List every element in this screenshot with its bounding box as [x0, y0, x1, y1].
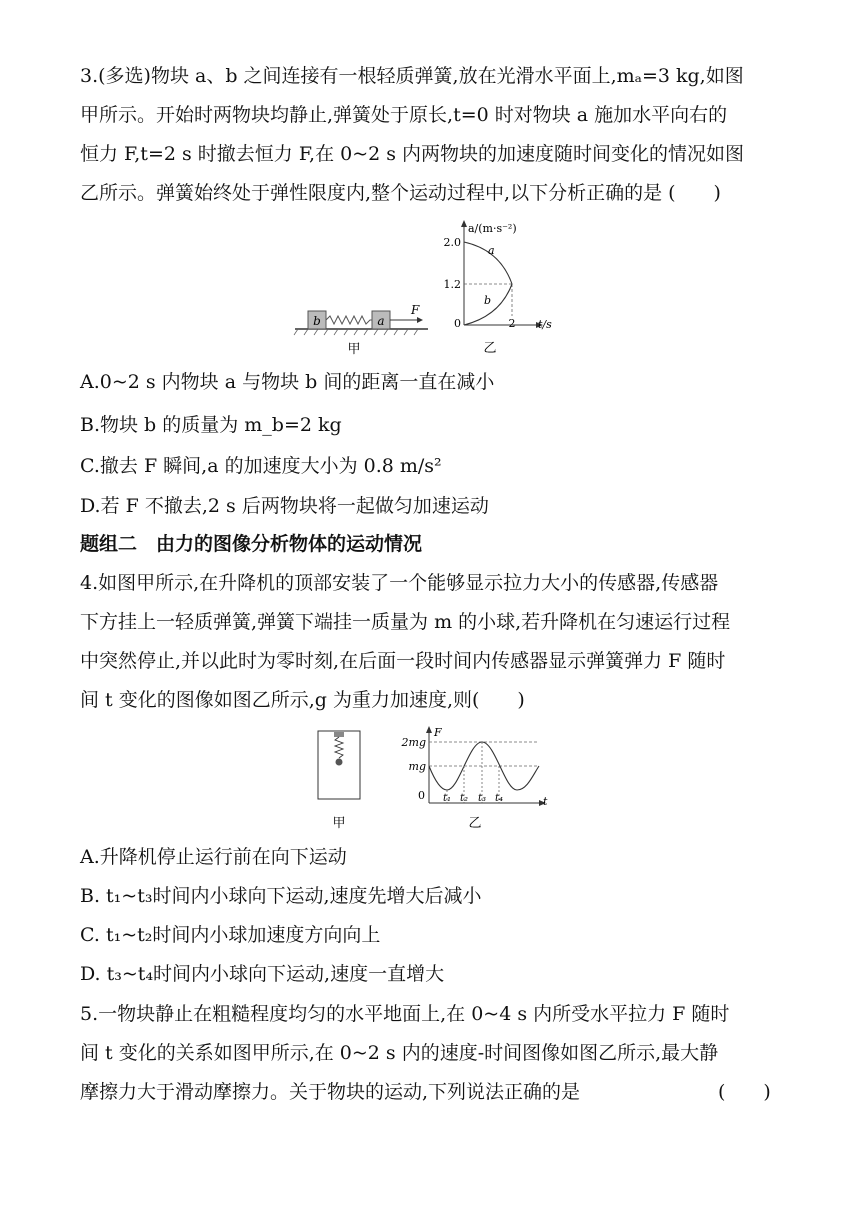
q3-option-a: A.0~2 s 内物块 a 与物块 b 间的距离一直在减小: [80, 371, 495, 393]
q4-tick-mg: mg: [408, 760, 426, 773]
q3-option-b: B.物块 b 的质量为 m_b=2 kg: [80, 414, 342, 436]
q4-tick-t1: t₁: [442, 793, 452, 804]
q3-fig-yi-caption: 乙: [483, 341, 497, 356]
q4-option-c: C. t₁~t₂时间内小球加速度方向向上: [80, 924, 381, 946]
spring: [326, 316, 372, 324]
q3-fig-jia-caption: 甲: [347, 342, 361, 357]
q4-option-b: B. t₁~t₃时间内小球向下运动,速度先增大后减小: [80, 885, 482, 907]
q4-tick-t4: t₄: [494, 793, 504, 804]
q3-option-c: C.撤去 F 瞬间,a 的加速度大小为 0.8 m/s²: [80, 455, 442, 477]
q4-origin: 0: [418, 789, 425, 802]
q3-line-3: 恒力 F,t=2 s 时撤去恒力 F,在 0~2 s 内两物块的加速度随时间变化的情况如图: [80, 143, 745, 165]
force-label: F: [411, 303, 420, 317]
q4-line-3: 中突然停止,并以此时为零时刻,在后面一段时间内传感器显示弹簧弹力 F 随时: [80, 650, 726, 672]
q4-axis-x-label: t: [543, 795, 548, 808]
q4-axis-y-label: F: [434, 726, 442, 739]
q4-option-a: A.升降机停止运行前在向下运动: [80, 846, 347, 868]
q4-line-4: 间 t 变化的图像如图乙所示,g 为重力加速度,则( ): [80, 689, 525, 711]
q3-tick-x2: 2: [508, 317, 516, 330]
q4-tick-t3: t₃: [477, 793, 487, 804]
q4-option-d: D. t₃~t₄时间内小球向下运动,速度一直增大: [80, 963, 445, 985]
q3-tick-2-0: 2.0: [443, 236, 461, 249]
q3-figure-jia: [290, 295, 440, 360]
q4-tick-t2: t₂: [459, 793, 469, 804]
q4-fig-yi-caption: 乙: [468, 816, 482, 831]
q4-figure-yi: [395, 725, 555, 835]
q4-tick-2mg: 2mg: [401, 736, 426, 749]
q5-line-3: 摩擦力大于滑动摩擦力。关于物块的运动,下列说法正确的是: [80, 1081, 581, 1103]
q4-line-2: 下方挂上一轻质弹簧,弹簧下端挂一质量为 m 的小球,若升降机在匀速运行过程: [80, 611, 731, 633]
q3-tick-origin: 0: [454, 317, 461, 330]
block-b-label: b: [313, 314, 321, 328]
q5-line-1: 5.一物块静止在粗糙程度均匀的水平地面上,在 0~4 s 内所受水平拉力 F 随时: [80, 1003, 730, 1025]
q3-option-d: D.若 F 不撤去,2 s 后两物块将一起做匀加速运动: [80, 495, 489, 517]
q3-line-4: 乙所示。弹簧始终处于弹性限度内,整个运动过程中,以下分析正确的是 ( ): [80, 182, 721, 204]
q3-line-1: 3.(多选)物块 a、b 之间连接有一根轻质弹簧,放在光滑水平面上,mₐ=3 kg,如图: [80, 65, 744, 87]
q3-tick-1-2: 1.2: [443, 278, 461, 291]
q3-axis-x-label: t/s: [538, 318, 552, 331]
sensor: [334, 732, 344, 737]
block-a-label: a: [377, 314, 385, 328]
q4-figure-jia: [310, 725, 370, 835]
curve-a-label: a: [488, 244, 495, 257]
q3-figure-yi: [440, 218, 580, 358]
q4-fig-jia-caption: 甲: [332, 816, 346, 831]
curve-b-label: b: [484, 294, 492, 307]
q4-line-1: 4.如图甲所示,在升降机的顶部安装了一个能够显示拉力大小的传感器,传感器: [80, 572, 719, 594]
section-heading: 题组二 由力的图像分析物体的运动情况: [80, 533, 423, 555]
spring: [335, 737, 343, 758]
ball: [336, 759, 343, 766]
q3-line-2: 甲所示。开始时两物块均静止,弹簧处于原长,t=0 时对物块 a 施加水平向右的: [80, 104, 728, 126]
q5-answer-bracket: ( ): [718, 1081, 771, 1103]
q3-axis-y-label: a/(m·s⁻²): [468, 222, 517, 235]
q5-line-2: 间 t 变化的关系如图甲所示,在 0~2 s 内的速度-时间图像如图乙所示,最大静: [80, 1042, 719, 1064]
